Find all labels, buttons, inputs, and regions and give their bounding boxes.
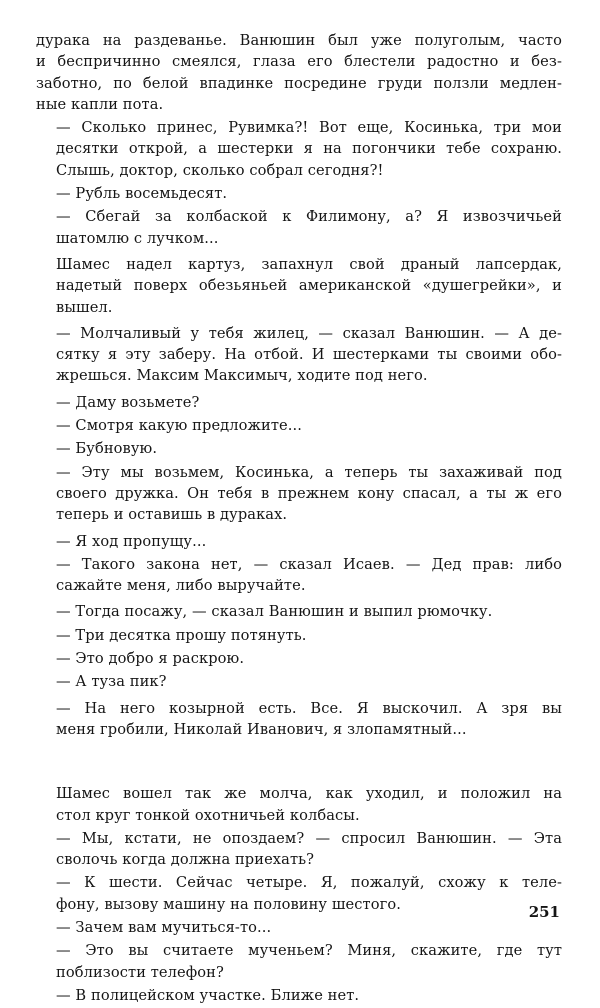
text-line: — Молчаливый у тебя жилец, — сказал Ванюшин. — А де- bbox=[56, 324, 562, 342]
text-line: — В полицейском участке. Ближе нет. bbox=[56, 986, 360, 1004]
text-line: шатомлю с лучком... bbox=[56, 229, 219, 247]
text-line: — Эту мы возьмем, Косинька, а теперь ты захаживай под bbox=[56, 463, 562, 481]
text-line: — На него козырной есть. Все. Я выскочил. А зря вы bbox=[56, 699, 562, 717]
paragraph bbox=[36, 30, 562, 115]
paragraph bbox=[36, 392, 562, 413]
paragraph bbox=[36, 183, 562, 204]
text-line: надетый поверх обезьяньей американской «душегрейки», и bbox=[56, 277, 562, 295]
paragraph bbox=[36, 438, 562, 459]
paragraph bbox=[36, 985, 562, 1006]
paragraph bbox=[36, 698, 562, 741]
text-line: стол круг тонкой охотничьей колбасы. bbox=[56, 806, 360, 824]
paragraph bbox=[36, 117, 562, 181]
text-line: дурака на раздеванье. Ванюшин был уже полуголым, часто bbox=[36, 32, 562, 49]
text-line: — Сколько принес, Рувимка?! Вот еще, Косинька, три мои bbox=[56, 119, 562, 137]
text-line: поблизости телефон? bbox=[56, 963, 224, 981]
text-line: заботно, по белой впадинке посредине груди ползли медлен- bbox=[36, 74, 562, 92]
paragraph bbox=[36, 415, 562, 436]
paragraph bbox=[36, 940, 562, 983]
text-line: — Три десятка прошу потянуть. bbox=[56, 626, 307, 644]
page-number: 251 bbox=[528, 903, 560, 921]
text-line: своего дружка. Он тебя в прежнем кону спасал, а ты ж его bbox=[56, 484, 562, 502]
paragraph bbox=[36, 648, 562, 669]
text-line: — Мы, кстати, не опоздаем? — спросил Ванюшин. — Эта bbox=[56, 829, 562, 847]
text-line: — К шести. Сейчас четыре. Я, пожалуй, схожу к теле- bbox=[56, 874, 562, 892]
text-line: теперь и оставишь в дураках. bbox=[56, 506, 288, 524]
text-line: — Смотря какую предложите... bbox=[56, 417, 302, 435]
text-line: вышел. bbox=[56, 298, 113, 316]
text-line: — Это добро я раскрою. bbox=[56, 650, 245, 668]
text-line: — А туза пик? bbox=[56, 673, 167, 691]
text-line: и беспричинно смеялся, глаза его блестели радостно и без- bbox=[36, 53, 562, 71]
text-line: — Я ход пропущу... bbox=[56, 532, 207, 550]
paragraph bbox=[36, 323, 562, 387]
text-line: Слышь, доктор, сколько собрал сегодня?! bbox=[56, 161, 384, 179]
text-line: сажайте меня, либо выручайте. bbox=[56, 577, 306, 595]
text-line: — Это вы считаете мученьем? Миня, скажите, где тут bbox=[56, 942, 562, 960]
text-line: — Сбегай за колбаской к Филимону, а? Я извозчичьей bbox=[56, 208, 562, 226]
paragraph bbox=[36, 828, 562, 871]
text-line: — Рубль восемьдесят. bbox=[56, 185, 228, 203]
text-line: — Зачем вам мучиться-то... bbox=[56, 918, 272, 936]
text-line: — Тогда посажу, — сказал Ванюшин и выпил рюмочку. bbox=[56, 603, 493, 621]
paragraph bbox=[36, 872, 562, 915]
paragraph bbox=[36, 917, 562, 938]
text-line: десятки открой, а шестерки я на погончики тебе сохраню. bbox=[56, 140, 562, 158]
text-line: жрешься. Максим Максимыч, ходите под него. bbox=[56, 367, 428, 385]
text-line: Шамес надел картуз, запахнул свой драный лапсердак, bbox=[56, 255, 562, 273]
text-line: фону, вызову машину на половину шестого. bbox=[56, 895, 401, 913]
text-line: — Бубновую. bbox=[56, 440, 158, 458]
paragraph bbox=[36, 783, 562, 826]
paragraph bbox=[36, 206, 562, 249]
paragraph bbox=[36, 601, 562, 622]
text-line: ные капли пота. bbox=[36, 95, 164, 113]
text-line: сволочь когда должна приехать? bbox=[56, 851, 315, 869]
page-text bbox=[36, 30, 562, 1008]
paragraph bbox=[36, 254, 562, 318]
text-line: сятку я эту заберу. На отбой. И шестерками ты своими обо- bbox=[56, 346, 562, 364]
paragraph bbox=[36, 462, 562, 526]
paragraph bbox=[36, 531, 562, 552]
paragraph bbox=[36, 671, 562, 692]
text-line: меня гробили, Николай Иванович, я злопамятный... bbox=[56, 720, 467, 738]
text-line: — Такого закона нет, — сказал Исаев. — Дед прав: либо bbox=[56, 555, 562, 573]
text-line: — Даму возьмете? bbox=[56, 393, 200, 411]
paragraph bbox=[36, 554, 562, 597]
text-line: Шамес вошел так же молча, как уходил, и положил на bbox=[56, 785, 562, 803]
paragraph bbox=[36, 625, 562, 646]
